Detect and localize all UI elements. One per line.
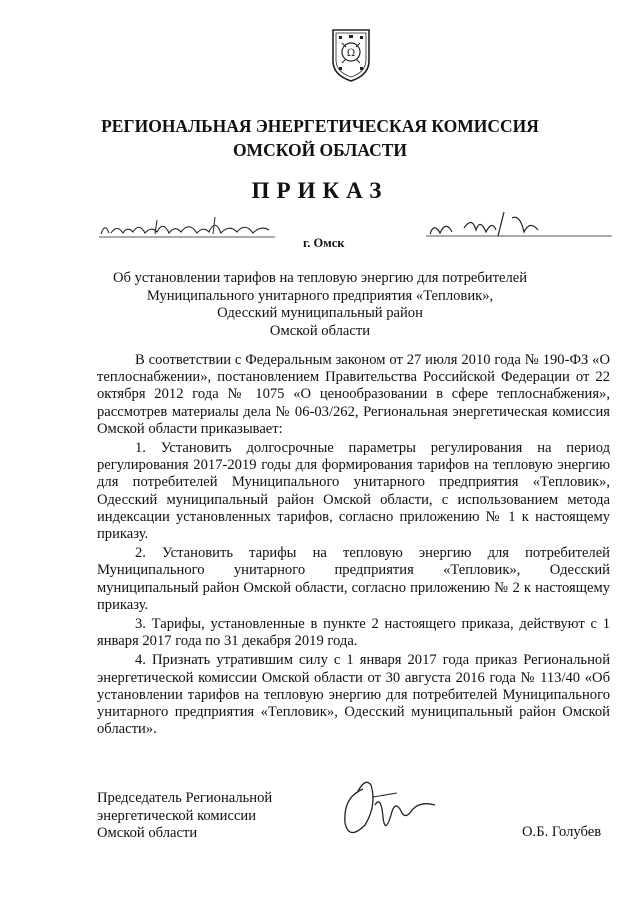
item-3-paragraph: 3. Тарифы, установленные в пункте 2 настоящего приказа, действуют с 1 января 2017 года по 31 декабря 2019 года. (97, 616, 610, 650)
signatory-position (97, 790, 272, 843)
document-body (97, 352, 610, 740)
position-line-2: энергетической комиссии (97, 807, 257, 824)
handwritten-date (97, 212, 277, 242)
subject-block (0, 270, 640, 340)
position-line-3: Омской области (97, 825, 198, 841)
org-line-2: ОМСКОЙ ОБЛАСТИ (232, 140, 408, 160)
handwritten-signature (335, 775, 440, 845)
handwritten-number (424, 208, 614, 244)
organization-name (0, 114, 640, 162)
subject-line-2: Муниципального унитарного предприятия «Тепловик», (146, 287, 494, 304)
preamble-paragraph: В соответствии с Федеральным законом от 27 июля 2010 года № 190-ФЗ «О теплоснабжении», постановлением Правительства Российской Федерации от 22 октября 2012 года № 1075 «О ценообразовании в сфере теплоснабжения», рассмотрев материалы дела № 06-03/262, Региональная энергетическая комиссия Омской области приказывает: (97, 352, 610, 437)
position-line-1: Председатель Региональной (97, 790, 273, 806)
subject-line-1: Об установлении тарифов на тепловую энергию для потребителей (112, 270, 528, 286)
org-line-1: РЕГИОНАЛЬНАЯ ЭНЕРГЕТИЧЕСКАЯ КОМИССИЯ (101, 116, 539, 136)
subject-line-4: Омской области (269, 322, 371, 339)
document-type-title: ПРИКАЗ (251, 178, 389, 203)
item-2-paragraph: 2. Установить тарифы на тепловую энергию для потребителей Муниципального унитарного предприятия «Тепловик», Одесский муниципальный район Омской области, согласно приложению № 2 к настоящему приказу. (97, 545, 610, 613)
item-4-paragraph: 4. Признать утратившим силу с 1 января 2017 года приказ Региональной энергетической комиссии Омской области от 30 августа 2016 года № 113/40 «Об установлении тарифов на тепловую энергию для потребителей Муниципального унитарного предприятия «Тепловик», Одесский муниципальный район Омской области». (97, 652, 610, 738)
city-label: г. Омск (303, 236, 345, 250)
subject-line-3: Одесский муниципальный район (217, 305, 423, 321)
signatory-name: О.Б. Голубев (522, 824, 602, 840)
item-1-paragraph: 1. Установить долгосрочные параметры регулирования на период регулирования 2017-2019 годы для формирования тарифов на тепловую энергию для потребителей Муниципального унитарного предприятия «Тепловик», Одесский муниципальный район Омской области, с использованием метода индексации установленных тарифов, согласно приложению № 1 к настоящему приказу. (97, 440, 610, 543)
coat-of-arms-emblem (330, 27, 372, 83)
svg-text:Ω: Ω (346, 48, 356, 59)
